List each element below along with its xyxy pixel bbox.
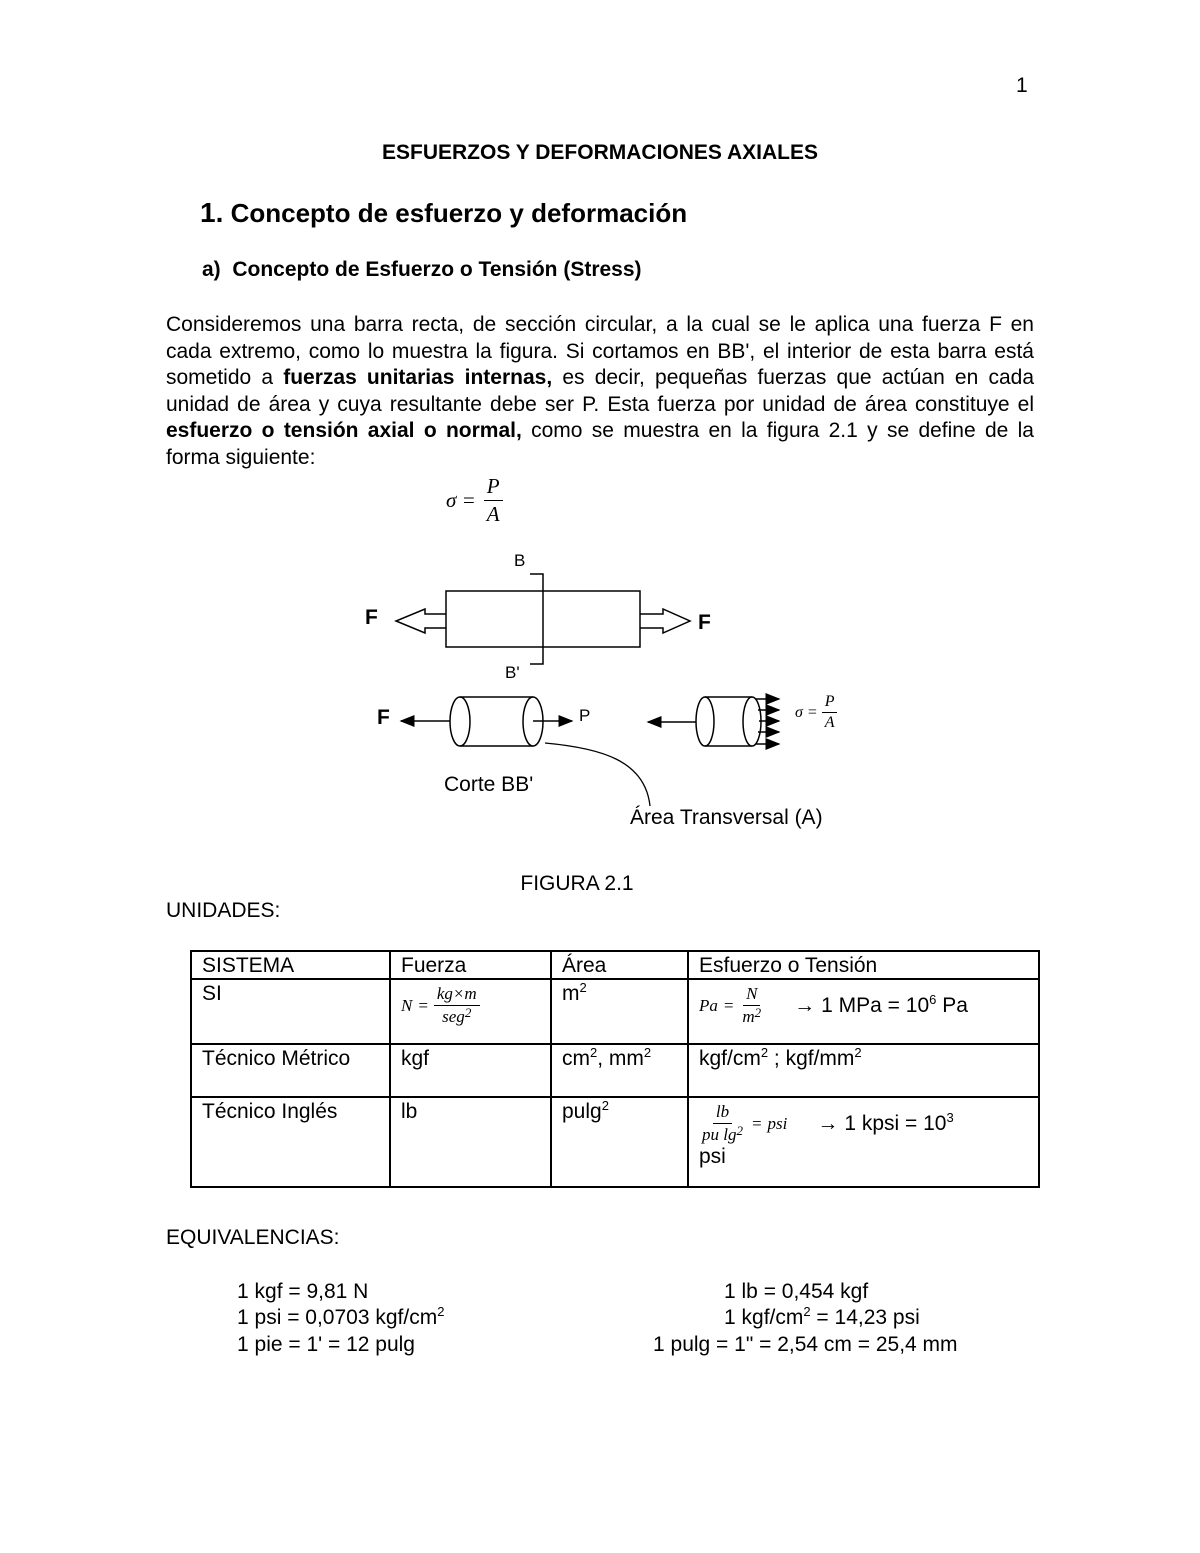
figure-sigma-formula: [795, 693, 837, 732]
label-F-bottom: F: [377, 706, 390, 729]
si-stress-formula: Pa = $\frac{N}{m^2}$ → 1 MPa = $10^6$ Pa: [699, 984, 968, 1026]
imperial-stress-num: lb: [713, 1102, 732, 1124]
imperial-psi: psi: [767, 1113, 788, 1133]
figure-sigma-fraction: [822, 693, 838, 732]
area-leader-line: [545, 743, 650, 806]
imperial-kpsi-note: 1 kpsi = $10^3$: [844, 1109, 954, 1135]
label-corte: Corte BB': [444, 773, 534, 796]
section-number: 1.: [200, 197, 224, 228]
si-stress-num: N: [743, 984, 760, 1006]
cell-imperial-area: pulg$^2$: [551, 1097, 688, 1187]
subsection-label: a): [202, 258, 221, 281]
equiv-left-3: 1 pie = 1' = 12 pulg: [237, 1333, 415, 1356]
units-table: [190, 950, 1040, 1188]
table-row-si: [191, 979, 1039, 1044]
label-P: P: [579, 706, 591, 725]
equivalences-heading: EQUIVALENCIAS:: [166, 1226, 340, 1249]
cell-si-stress: [688, 979, 1039, 1044]
cell-imperial-stress: [688, 1097, 1039, 1187]
left-cylinder-back: [450, 697, 470, 746]
cell-metric-system: Técnico Métrico: [191, 1044, 390, 1097]
header-fuerza: Fuerza: [390, 951, 551, 979]
right-cylinder-face: [743, 697, 761, 746]
si-force-den: seg$^2$: [442, 1005, 472, 1026]
formula-numerator: P: [484, 474, 503, 501]
si-force-formula: N = $\frac{kg\times m}{seg^2}$: [401, 984, 540, 1027]
right-cylinder-back: [696, 697, 714, 746]
header-sistema: SISTEMA: [191, 951, 390, 979]
equiv-right-3: 1 pulg = 1" = 2,54 cm = 25,4 mm: [653, 1333, 958, 1356]
header-esfuerzo: Esfuerzo o Tensión: [688, 951, 1039, 979]
si-force-num: kg×m: [434, 984, 480, 1006]
left-force-arrow: [396, 609, 446, 633]
si-arrow-icon: →: [794, 993, 816, 1017]
label-F-left-top: F: [365, 606, 378, 629]
label-area-transversal: Área Transversal (A): [630, 806, 823, 829]
si-stress-fraction: [739, 984, 764, 1027]
intro-bold-1: fuerzas unitarias internas,: [283, 366, 553, 389]
si-stress-den: $m^2$: [742, 1005, 762, 1026]
equiv-left-2: 1 psi = 0,0703 kgf/$cm^2$: [237, 1304, 445, 1329]
figure-sigma-lhs: σ =: [795, 703, 818, 721]
figure-sigma-num: P: [822, 693, 838, 713]
section-title: Concepto de esfuerzo y deformación: [230, 198, 688, 228]
imperial-stress-fraction: [699, 1102, 746, 1145]
intro-bold-2: esfuerzo o tensión axial o normal,: [166, 419, 522, 442]
label-F-right-top: F: [698, 611, 711, 634]
cut-line-bb: [530, 574, 543, 664]
formula-lhs: σ =: [446, 488, 476, 512]
table-header-row: [191, 951, 1039, 979]
units-heading: UNIDADES:: [166, 899, 281, 922]
cell-si-area: $m^2$: [551, 979, 688, 1044]
cell-metric-force: kgf: [390, 1044, 551, 1097]
si-stress-lhs: Pa: [699, 995, 718, 1015]
header-area: Área: [551, 951, 688, 979]
cell-si-force: [390, 979, 551, 1044]
table-row-imperial: [191, 1097, 1039, 1187]
formula-denominator: A: [486, 502, 500, 526]
imperial-stress-den: pu $\lg^2$: [702, 1123, 743, 1144]
si-mpa-note: 1 MPa = $10^6$ Pa: [821, 991, 968, 1017]
left-cylinder-body: [460, 697, 533, 746]
equiv-left-1: 1 kgf = 9,81 N: [237, 1280, 369, 1303]
page-number: 1: [1016, 74, 1028, 97]
document-title: ESFUERZOS Y DEFORMACIONES AXIALES: [381, 141, 818, 164]
cell-imperial-system: Técnico Inglés: [191, 1097, 390, 1187]
imperial-arrow-icon: →: [817, 1111, 839, 1135]
right-force-arrow: [640, 609, 690, 633]
cell-metric-area: $cm^2$, $mm^2$: [551, 1044, 688, 1097]
imperial-psi-tail: psi: [699, 1145, 726, 1168]
figure-sigma-den: A: [824, 714, 835, 731]
imperial-stress-formula: $\frac{lb}{pu \lg^2}$ = psi → 1 kpsi = $10^3$: [699, 1102, 1028, 1145]
table-row-metric: [191, 1044, 1039, 1097]
figure-caption: FIGURA 2.1: [520, 872, 634, 895]
subsection-title: Concepto de Esfuerzo o Tensión (Stress): [232, 258, 642, 281]
cell-metric-stress: kgf/$cm^2$ ; kgf/$mm^2$: [688, 1044, 1039, 1097]
cell-imperial-force: lb: [390, 1097, 551, 1187]
si-force-lhs: N: [401, 995, 413, 1015]
label-B: B: [514, 551, 526, 570]
intro-text-3: como se muestra en la figura 2.1 y se define de la forma siguiente:: [166, 419, 1034, 469]
si-force-fraction: [434, 984, 480, 1027]
intro-text-1: Consideremos una barra recta, de sección circular, a la cual se le aplica una fuerza F en cada extremo, como lo muestra la figura. Si cortamos en BB', el interior de esta barra está sometido a: [166, 313, 1034, 389]
cell-si-system: SI: [191, 979, 390, 1044]
label-B-prime: B': [505, 663, 520, 682]
equiv-right-2: 1 kgf/$cm^2 = 14,23$ psi: [724, 1304, 920, 1329]
intro-text-2: es decir, pequeñas fuerzas que actúan en cada unidad de área y cuya resultante debe ser P. Esta fuerza por unidad de área constituye el: [166, 366, 1035, 416]
equiv-right-1: 1 lb = 0,454 kgf: [724, 1280, 869, 1303]
